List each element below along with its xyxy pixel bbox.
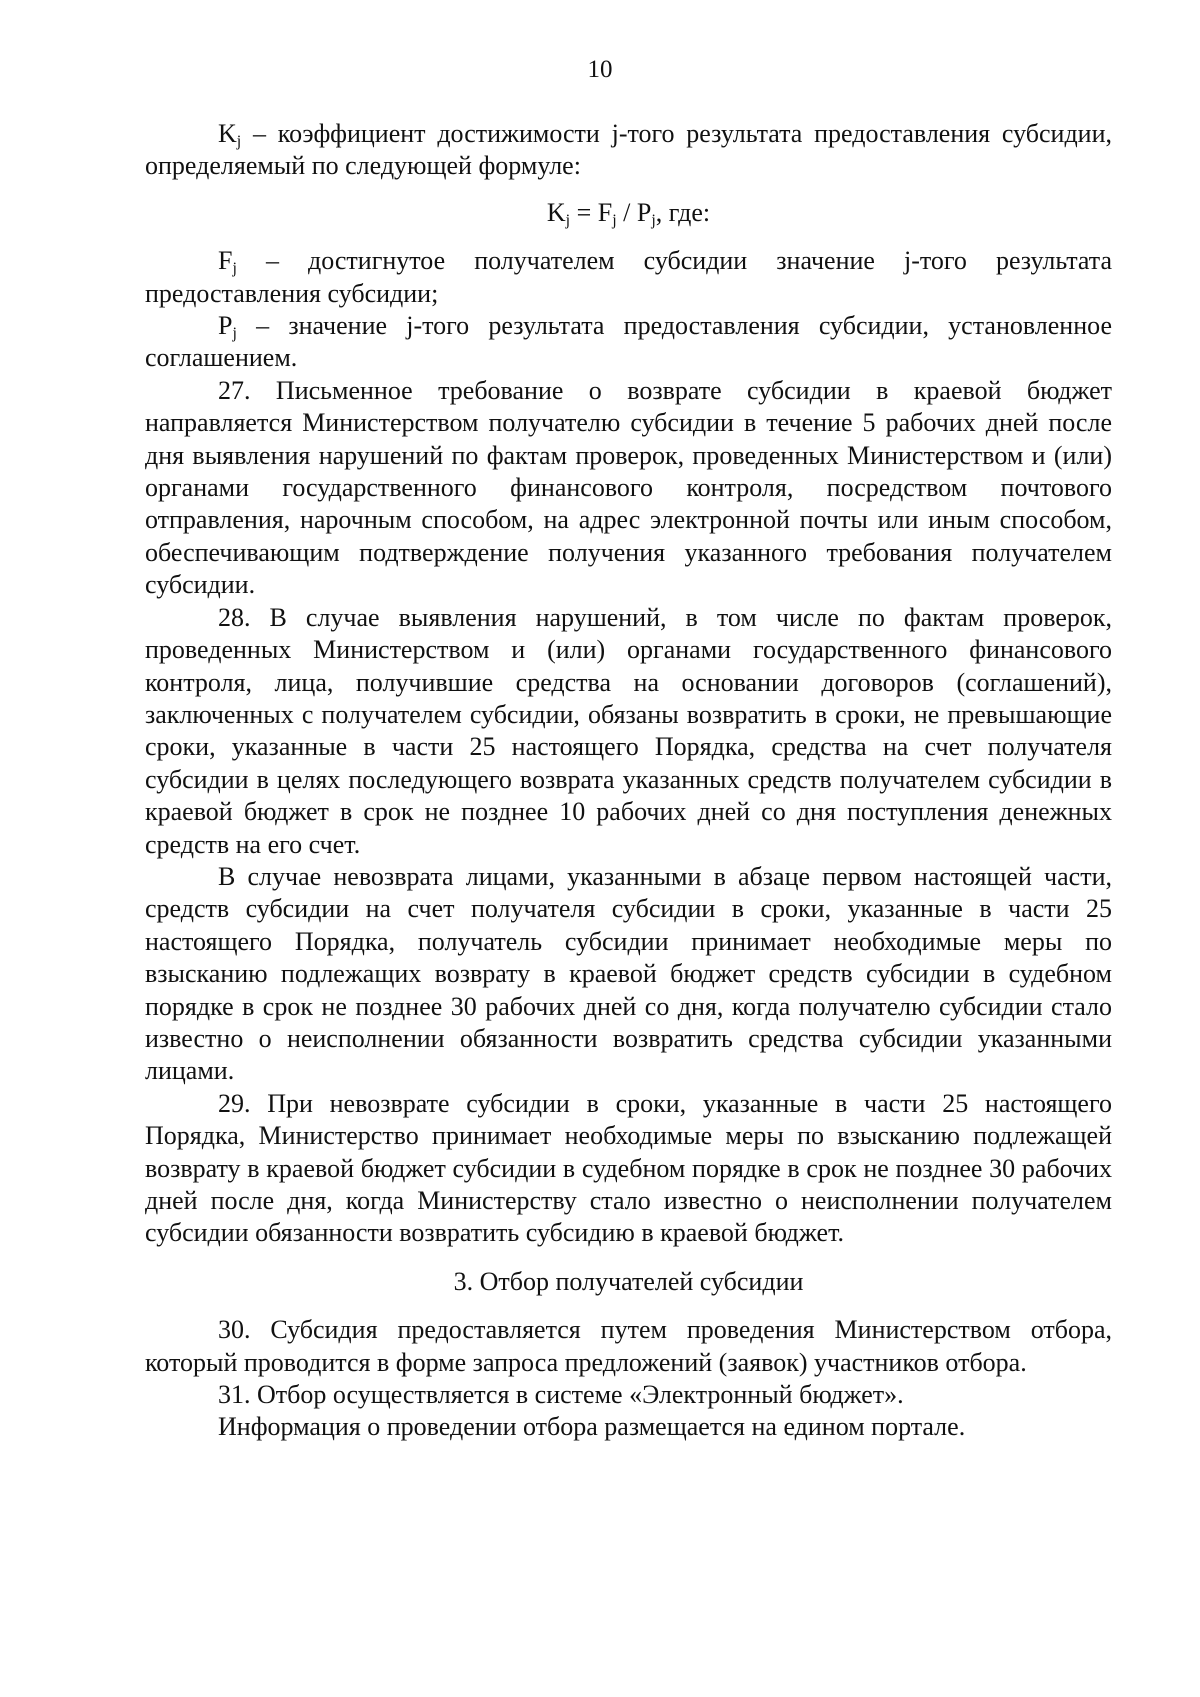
- formula-tail: , где:: [655, 197, 711, 227]
- f-subscript: j: [232, 260, 237, 278]
- paragraph-29: 29. При невозврате субсидии в сроки, указанные в части 25 настоящего Порядка, Министерство принимает необходимые меры по взысканию подлежащей возврату в краевой бюджет субсидии в судебном порядке в срок не позднее 30 рабочих дней после дня, когда Министерству стало известно о неисполнении получателем субсидии обязанности возвратить субсидию в краевой бюджет.: [145, 1088, 1112, 1248]
- formula-f-sub: j: [612, 211, 617, 229]
- k-subscript: j: [236, 133, 242, 150]
- paragraph-27: 27. Письменное требование о возврате субсидии в краевой бюджет направляется Министерством получателю субсидии в течение 5 рабочих дней после дня выявления нарушений по фактам проверок, проведенных Министерством и (или) органами государственного финансового контроля, посредством почтового отправления, нарочным способом, на адрес электронной почты или иным способом, обеспечивающим подтверждение получения указанного требования получателем субсидии.: [145, 375, 1112, 600]
- page-number: 10: [587, 56, 613, 83]
- paragraph-31: 31. Отбор осуществляется в системе «Электронный бюджет».: [218, 1380, 904, 1410]
- paragraph-28-continued: В случае невозврата лицами, указанными в абзаце первом настоящей части, средств субсидии на счет получателя субсидии в сроки, указанные в части 25 настоящего Порядка, получатель субсидии принимает необходимые меры по взысканию подлежащих возврату в краевой бюджет средств субсидии в судебном порядке в срок не позднее 30 рабочих дней со дня, когда получателю субсидии стало известно о неисполнении обязанности возвратить средства субсидии указанными лицами.: [145, 861, 1112, 1086]
- formula-k: K: [546, 197, 566, 227]
- document-body: [145, 118, 1112, 1444]
- p-symbol: P: [218, 311, 233, 341]
- p-definition-text: – значение j-того результата предоставления субсидии, установленное соглашением.: [145, 311, 1112, 373]
- p-subscript: j: [232, 325, 237, 343]
- k-definition-text: – коэффициент достижимости j-того результата предоставления субсидии, определяемый по следующей формуле:: [145, 119, 1112, 181]
- definition-f-paragraph: [145, 245, 1112, 310]
- paragraph-28: 28. В случае выявления нарушений, в том числе по фактам проверок, проведенных Министерством и (или) органами государственного финансового контроля, лица, получившие средства на основании договоров (соглашений), заключенных с получателем субсидии, обязаны возвратить в сроки, не превышающие сроки, указанные в части 25 настоящего Порядка, средства на счет получателя субсидии в целях последующего возврата указанных средств получателем субсидии в краевой бюджет в срок не позднее 10 рабочих дней со дня поступления денежных средств на его счет.: [145, 602, 1112, 859]
- formula-p-sub: j: [651, 211, 656, 229]
- formula-k-sub: j: [565, 211, 571, 229]
- formula-eq-f: = F: [570, 197, 613, 227]
- section-heading: 3. Отбор получателей субсидии: [453, 1266, 804, 1296]
- f-definition-text: – достигнутое получателем субсидии значение j-того результата предоставления субсидии;: [145, 246, 1112, 308]
- definition-k-paragraph: [145, 118, 1112, 183]
- formula: [145, 197, 1112, 229]
- f-symbol: F: [218, 246, 233, 276]
- paragraph-31-info: Информация о проведении отбора размещается на едином портале.: [218, 1412, 966, 1442]
- paragraph-30: 30. Субсидия предоставляется путем проведения Министерством отбора, который проводится в форме запроса предложений (заявок) участников отбора.: [145, 1315, 1112, 1377]
- k-symbol: K: [218, 119, 237, 148]
- formula-div-p: / P: [616, 197, 652, 227]
- definition-p-paragraph: [145, 310, 1112, 375]
